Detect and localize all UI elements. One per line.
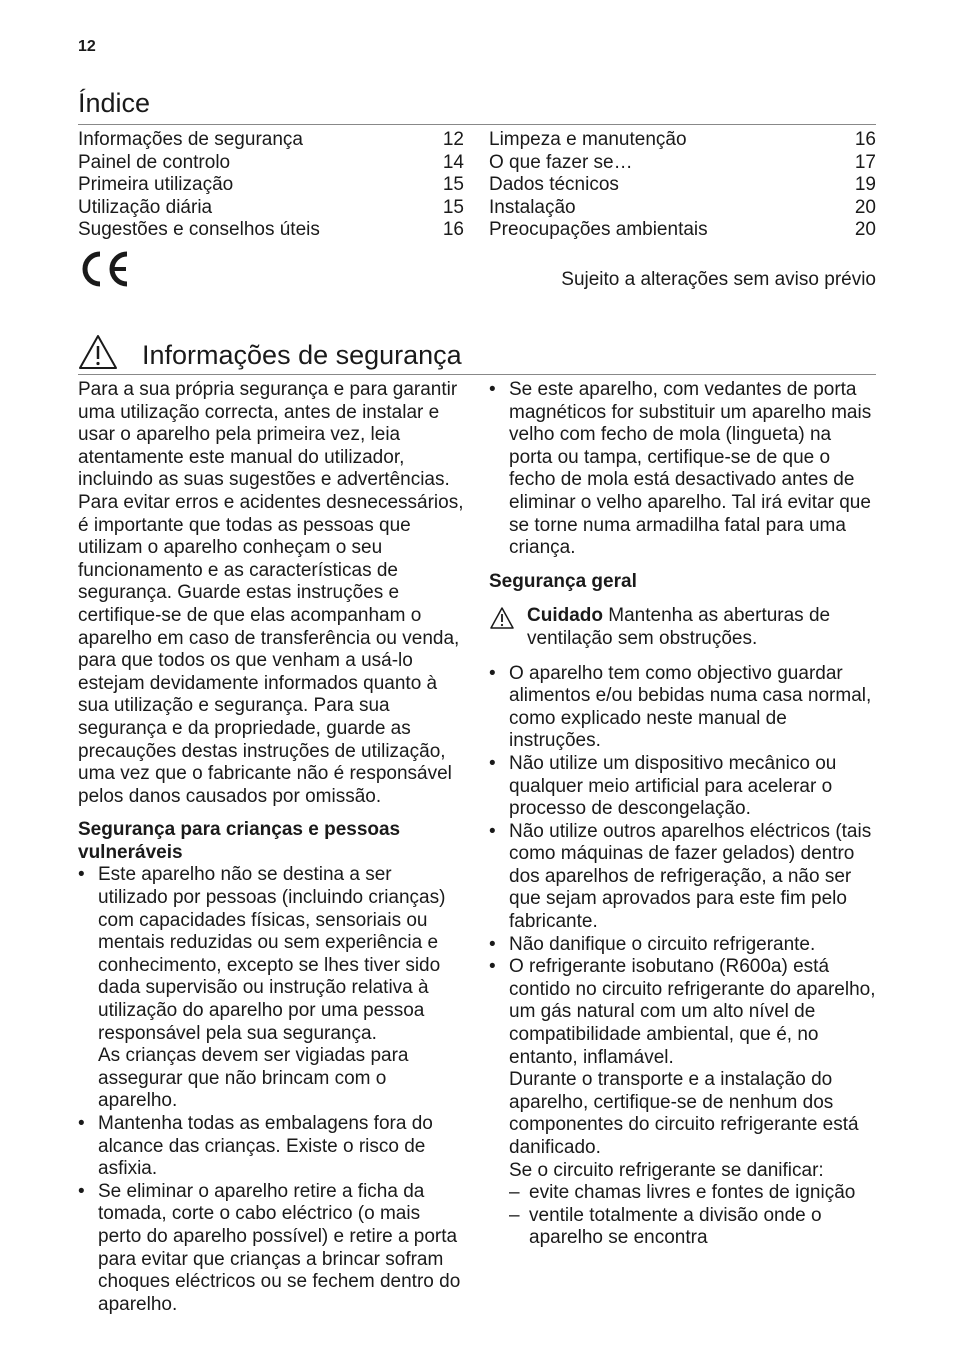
- safety-intro: Para a sua própria segurança e para garantir uma utilização correcta, antes de instalar e usar o aparelho pela primeira vez, leia atentamente este manual do utilizador, incluindo as suas sugestões e advertências. Para evitar erros e acidentes desnecessários, é importante que todas as pessoas que utilizam o aparelho conheçam o seu funcionamento e as características de segurança. Guarde estas instruções e certifique-se de que elas acompanham o aparelho em caso de transferência ou venda, para que todos os que venham a usá-lo estejam devidamente informados quanto à sua utilização e segurança. Para sua segurança e da propriedade, guarde as precauções destas instruções de utilização, uma vez que o fabricante não é responsável pelos danos causados por omissão.: [78, 379, 464, 807]
- list-item: – evite chamas livres e fontes de ignição: [509, 1182, 878, 1205]
- index-entry[interactable]: Utilização diária 15: [78, 196, 464, 218]
- page-number: 12: [78, 38, 96, 55]
- warning-triangle-icon: [78, 334, 118, 375]
- list-item: • Se este aparelho, com vedantes de porta magnéticos for substituir um aparelho mais velho com fecho de mola (lingueta) na porta ou tampa, certifique-se de que o fecho de mola está desactivado antes de eliminar o velho aparelho. Tal irá evitar que se torne numa armadilha fatal para uma criança.: [489, 379, 878, 560]
- index-entry[interactable]: Primeira utilização 15: [78, 174, 464, 196]
- list-item: – ventile totalmente a divisão onde o aparelho se encontra: [509, 1205, 878, 1250]
- children-heading: Segurança para crianças e pessoas vulneráveis: [78, 819, 401, 863]
- list-item: • Se eliminar o aparelho retire a ficha da tomada, corte o cabo eléctrico (o mais perto do aparelho possível) e retire a porta para evitar que crianças a brincar sofram choques eléctricos ou se fechem dentro do aparelho.: [78, 1181, 466, 1317]
- index-entry[interactable]: Informações de segurança 12: [78, 129, 464, 150]
- children-list: [78, 864, 466, 1316]
- index-rule: [78, 124, 876, 125]
- dash-list: [509, 1182, 878, 1250]
- index-entry[interactable]: O que fazer se… 17: [489, 151, 876, 173]
- index-entry[interactable]: Dados técnicos 19: [489, 174, 876, 196]
- caution-label: Cuidado: [527, 605, 603, 627]
- index-entry[interactable]: Painel de controlo 14: [78, 151, 464, 173]
- safety-rule: [78, 374, 876, 375]
- index-right-column: [489, 129, 876, 242]
- index-title: Índice: [78, 88, 151, 118]
- list-item: • O refrigerante isobutano (R600a) está contido no circuito refrigerante do aparelho, um gás natural com um alto nível de compatibilidade ambiental, que é, no entanto, inflamável. Durante o transporte e a instalação do aparelho, certifique-se de nenhum dos componentes do circuito refrigerante está danificado. Se o circuito refrigerante se danificar: – evite chamas livres e fontes de ignição – ventile totalmente a divisão onde o aparelho se encontra: [489, 956, 878, 1250]
- index-entry[interactable]: Instalação 20: [489, 196, 876, 218]
- index-entry[interactable]: Limpeza e manutenção 16: [489, 129, 876, 150]
- list-item: • Mantenha todas as embalagens fora do alcance das crianças. Existe o risco de asfixia.: [78, 1113, 466, 1181]
- caution-text: Mantenha as aberturas de ventilação sem obstruções.: [527, 605, 831, 649]
- general-heading: Segurança geral: [489, 570, 637, 592]
- general-list: [489, 663, 878, 1250]
- list-item: • Este aparelho não se destina a ser utilizado por pessoas (incluindo crianças) com capacidades físicas, sensoriais ou mentais reduzidas ou sem experiência e conhecimento, excepto se lhes tiver sido dada supervisão ou instrução relativa à utilização do aparelho por uma pessoa responsável pela sua segurança. As crianças devem ser vigiadas para assegurar que não brincam com o aparelho.: [78, 864, 466, 1113]
- list-item: • Não utilize um dispositivo mecânico ou qualquer meio artificial para acelerar o processo de descongelação.: [489, 753, 878, 821]
- safety-title: Informações de segurança: [142, 340, 462, 370]
- index-entry[interactable]: Preocupações ambientais 20: [489, 219, 876, 241]
- caution-note: [489, 605, 878, 650]
- children-list-continued: [489, 379, 878, 560]
- index-entry[interactable]: Sugestões e conselhos úteis 16: [78, 219, 464, 241]
- list-item: • O aparelho tem como objectivo guardar alimentos e/ou bebidas numa casa normal, como explicado neste manual de instruções.: [489, 663, 878, 753]
- revision-notice: Sujeito a alterações sem aviso prévio: [561, 269, 876, 290]
- safety-left-column: [78, 379, 466, 1316]
- ce-mark-icon: [78, 250, 130, 293]
- safety-right-column: [489, 379, 878, 1250]
- list-item: • Não danifique o circuito refrigerante.: [489, 934, 878, 957]
- index-left-column: [78, 129, 464, 242]
- list-item: • Não utilize outros aparelhos eléctricos (tais como máquinas de fazer gelados) dentro dos aparelhos de refrigeração, a não ser que sejam aprovados para este fim pelo fabricante.: [489, 821, 878, 934]
- caution-icon: [489, 606, 515, 637]
